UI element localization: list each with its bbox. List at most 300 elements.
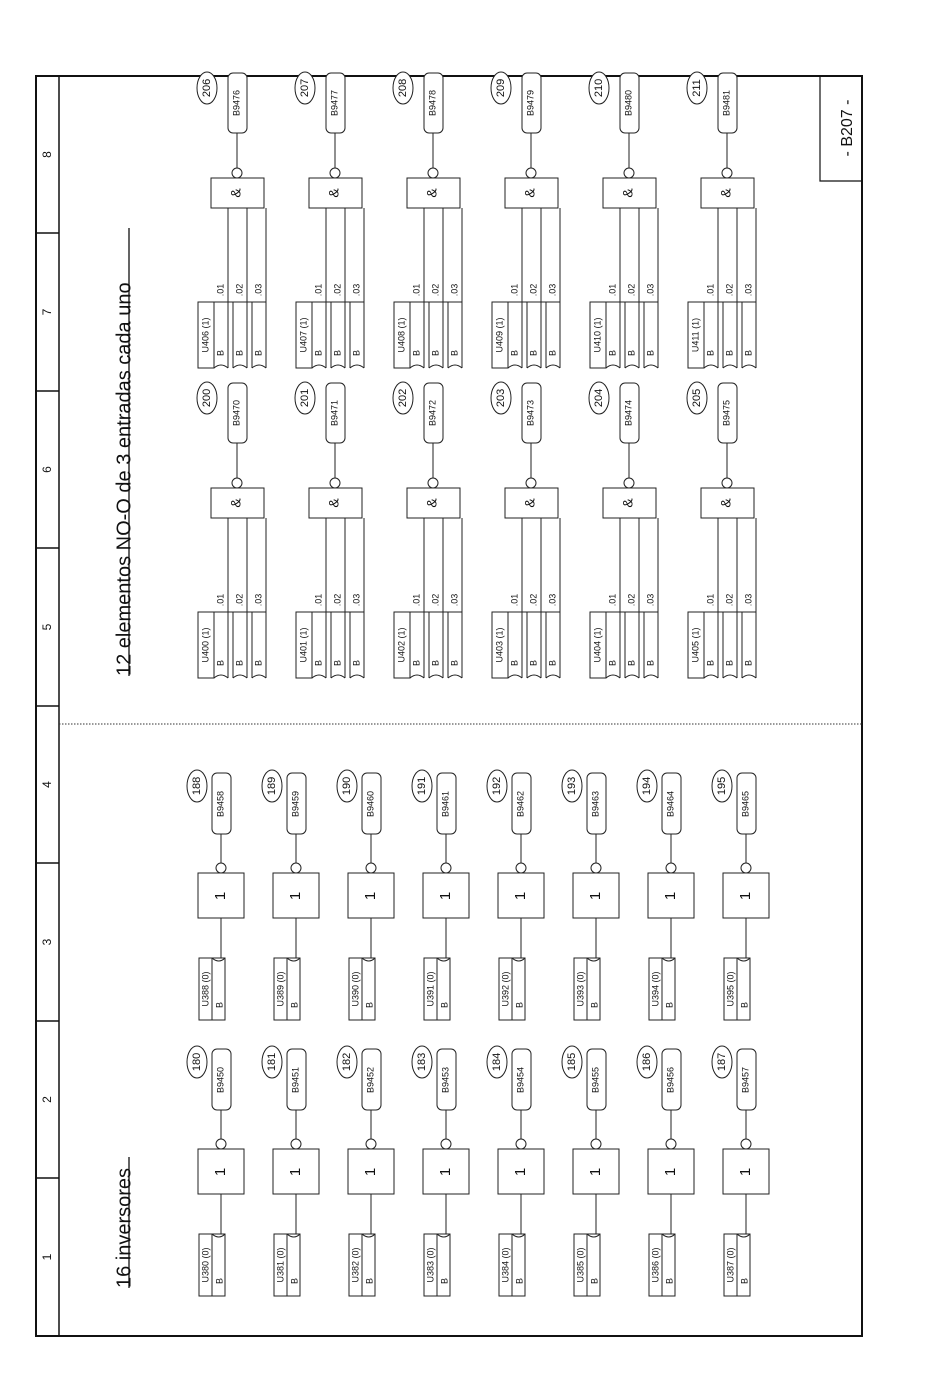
pin-curve [214, 675, 228, 678]
pin-curve [252, 365, 266, 368]
pin-curve [331, 675, 345, 678]
pin-curve [214, 365, 228, 368]
pin-curve [625, 675, 639, 678]
nand-gate-symbol: & [423, 188, 440, 198]
nand-gate-symbol: & [227, 188, 244, 198]
item-number: 192 [490, 776, 503, 796]
input-pin-label: B [743, 349, 754, 357]
nand-circuit [393, 382, 462, 678]
input-pin-label: B [664, 1001, 675, 1009]
inverter-circuit [412, 770, 469, 1020]
pin-number: .02 [430, 283, 441, 297]
input-pin-label: B [351, 349, 362, 357]
input-label: U385 (0) [575, 1247, 586, 1283]
pin-curve [429, 675, 443, 678]
pin-number: .01 [607, 283, 618, 297]
inversion-bubble [216, 1139, 226, 1149]
output-label: B9457 [740, 1066, 751, 1094]
pin-number: .03 [351, 593, 362, 607]
inversion-bubble [330, 478, 340, 488]
item-number: 208 [396, 78, 409, 98]
pin-curve [410, 365, 424, 368]
nand-circuit [197, 382, 266, 678]
pin-number: .01 [607, 593, 618, 607]
output-label: B9470 [231, 399, 242, 427]
input-pin-label: B [528, 659, 539, 667]
pin-number: .03 [253, 593, 264, 607]
item-number: 203 [494, 388, 507, 408]
nand-circuit [295, 72, 364, 368]
inverter-circuit [337, 1046, 394, 1296]
input-pin-label: B [514, 1001, 525, 1009]
input-pin-label: B [411, 659, 422, 667]
nand-gate-symbol: & [619, 188, 636, 198]
pin-curve [331, 365, 345, 368]
item-number: 187 [715, 1052, 728, 1072]
pin-number: .02 [234, 593, 245, 607]
inverter-circuit [187, 1046, 244, 1296]
pin-curve [606, 675, 620, 678]
output-label: B9481 [721, 89, 732, 117]
pin-curve [312, 365, 326, 368]
input-pin-label: B [215, 659, 226, 667]
output-label: B9460 [365, 790, 376, 818]
pin-number: .02 [528, 593, 539, 607]
inversion-bubble [441, 863, 451, 873]
inversion-bubble [624, 478, 634, 488]
pin-curve [350, 675, 364, 678]
pin-curve [233, 365, 247, 368]
output-label: B9477 [329, 89, 340, 117]
inversion-bubble [591, 863, 601, 873]
inverter-circuit [262, 1046, 319, 1296]
input-pin-label: B [724, 659, 735, 667]
input-label: U401 (1) [298, 627, 309, 663]
output-label: B9465 [740, 790, 751, 818]
input-pin-label: B [547, 659, 558, 667]
nand-circuit [491, 382, 560, 678]
item-number: 201 [298, 388, 311, 408]
item-number: 181 [265, 1052, 278, 1072]
pin-number: .01 [705, 593, 716, 607]
input-pin-label: B [705, 659, 716, 667]
inverter-gate-symbol: 1 [586, 1167, 604, 1177]
pin-number: .03 [449, 283, 460, 297]
output-label: B9473 [525, 399, 536, 427]
nand-circuit [687, 72, 756, 368]
pin-number: .01 [215, 283, 226, 297]
input-pin-label: B [332, 659, 343, 667]
input-pin-label: B [626, 659, 637, 667]
output-label: B9462 [515, 790, 526, 818]
input-pin-label: B [724, 349, 735, 357]
pin-number: .03 [743, 593, 754, 607]
input-label: U393 (0) [575, 971, 586, 1007]
input-label: U382 (0) [350, 1247, 361, 1283]
input-label: U402 (1) [396, 627, 407, 663]
inverter-circuit [712, 770, 769, 1020]
inverter-circuit [412, 1046, 469, 1296]
inverter-circuit [562, 1046, 619, 1296]
pin-number: .02 [332, 283, 343, 297]
input-pin-label: B [509, 659, 520, 667]
nand-circuit [197, 72, 266, 368]
inverter-gate-symbol: 1 [661, 1167, 679, 1177]
pin-number: .01 [509, 593, 520, 607]
pin-number: .03 [547, 283, 558, 297]
pin-number: .02 [528, 283, 539, 297]
pin-number: .01 [509, 283, 520, 297]
input-pin-label: B [626, 349, 637, 357]
input-pin-label: B [234, 659, 245, 667]
inverter-circuit [637, 1046, 694, 1296]
item-number: 210 [592, 78, 605, 98]
column-number: 3 [40, 938, 55, 946]
input-label: U394 (0) [650, 971, 661, 1007]
inverter-gate-symbol: 1 [736, 891, 754, 901]
input-label: U383 (0) [425, 1247, 436, 1283]
inverter-circuit [262, 770, 319, 1020]
pin-number: .03 [351, 283, 362, 297]
inverter-gate-symbol: 1 [211, 1167, 229, 1177]
item-number: 180 [190, 1052, 203, 1072]
item-number: 191 [415, 776, 428, 796]
pin-curve [606, 365, 620, 368]
inverter-circuit [337, 770, 394, 1020]
inversion-bubble [666, 863, 676, 873]
nand-title: 12 elementos NO-O de 3 entradas cada uno [113, 282, 136, 676]
pin-curve [704, 675, 718, 678]
inverter-circuit [487, 1046, 544, 1296]
input-pin-label: B [430, 659, 441, 667]
input-pin-label: B [289, 1001, 300, 1009]
pin-curve [448, 675, 462, 678]
pin-curve [508, 675, 522, 678]
inversion-bubble [366, 1139, 376, 1149]
nand-circuit [393, 72, 462, 368]
pin-number: .03 [449, 593, 460, 607]
item-number: 190 [340, 776, 353, 796]
pin-number: .03 [253, 283, 264, 297]
inverter-circuit [637, 770, 694, 1020]
inversion-bubble [526, 478, 536, 488]
input-pin-label: B [313, 659, 324, 667]
output-label: B9451 [290, 1066, 301, 1094]
column-number: 6 [40, 466, 55, 473]
column-number: 1 [40, 1253, 55, 1261]
nand-circuit [687, 382, 756, 678]
item-number: 184 [490, 1052, 503, 1072]
input-pin-label: B [411, 349, 422, 357]
output-label: B9458 [215, 790, 226, 818]
input-pin-label: B [364, 1277, 375, 1285]
inversion-bubble [428, 168, 438, 178]
pin-number: .03 [547, 593, 558, 607]
input-pin-label: B [547, 349, 558, 357]
input-pin-label: B [607, 659, 618, 667]
inverter-gate-symbol: 1 [211, 891, 229, 901]
input-label: U381 (0) [275, 1247, 286, 1283]
nand-gate-symbol: & [423, 498, 440, 508]
inverters-title: 16 inversores [113, 1167, 136, 1288]
inverter-gate-symbol: 1 [511, 891, 529, 901]
inverter-gate-symbol: 1 [361, 1167, 379, 1177]
nand-circuit [589, 72, 658, 368]
pin-number: .03 [645, 593, 656, 607]
input-label: U387 (0) [725, 1247, 736, 1283]
pin-curve [429, 365, 443, 368]
input-label: U388 (0) [200, 971, 211, 1007]
pin-number: .02 [234, 283, 245, 297]
input-pin-label: B [664, 1277, 675, 1285]
pin-curve [742, 365, 756, 368]
input-pin-label: B [439, 1277, 450, 1285]
item-number: 189 [265, 776, 278, 796]
pin-number: .01 [215, 593, 226, 607]
inverter-circuit [187, 770, 244, 1020]
input-pin-label: B [589, 1277, 600, 1285]
column-number: 5 [40, 623, 55, 631]
item-number: 195 [715, 776, 728, 796]
nand-gate-symbol: & [717, 188, 734, 198]
output-label: B9454 [515, 1066, 526, 1094]
input-pin-label: B [705, 349, 716, 357]
inverter-gate-symbol: 1 [436, 1167, 454, 1177]
page-id: - B207 - [839, 99, 857, 157]
inversion-bubble [366, 863, 376, 873]
input-pin-label: B [645, 659, 656, 667]
inversion-bubble [516, 1139, 526, 1149]
nand-gate-symbol: & [325, 188, 342, 198]
inverter-gate-symbol: 1 [511, 1167, 529, 1177]
input-pin-label: B [739, 1001, 750, 1009]
input-pin-label: B [645, 349, 656, 357]
inversion-bubble [591, 1139, 601, 1149]
item-number: 211 [690, 79, 703, 97]
inversion-bubble [291, 1139, 301, 1149]
pin-number: .03 [743, 283, 754, 297]
pin-curve [704, 365, 718, 368]
item-number: 202 [396, 388, 409, 408]
input-pin-label: B [214, 1277, 225, 1285]
output-label: B9480 [623, 89, 634, 117]
input-pin-label: B [743, 659, 754, 667]
item-number: 186 [640, 1052, 653, 1072]
input-pin-label: B [528, 349, 539, 357]
output-label: B9461 [440, 790, 451, 818]
pin-curve [312, 675, 326, 678]
output-label: B9475 [721, 399, 732, 427]
item-number: 183 [415, 1052, 428, 1072]
pin-curve [527, 675, 541, 678]
nand-gate-symbol: & [619, 498, 636, 508]
input-label: U395 (0) [725, 971, 736, 1007]
pin-curve [546, 365, 560, 368]
inversion-bubble [441, 1139, 451, 1149]
input-label: U409 (1) [494, 317, 505, 353]
inverter-circuit [487, 770, 544, 1020]
input-pin-label: B [332, 349, 343, 357]
input-pin-label: B [739, 1277, 750, 1285]
pin-curve [448, 365, 462, 368]
pin-curve [350, 365, 364, 368]
input-pin-label: B [215, 349, 226, 357]
input-pin-label: B [449, 659, 460, 667]
input-label: U403 (1) [494, 627, 505, 663]
output-label: B9450 [215, 1066, 226, 1094]
inverter-gate-symbol: 1 [586, 891, 604, 901]
input-label: U386 (0) [650, 1247, 661, 1283]
inverter-gate-symbol: 1 [661, 891, 679, 901]
input-pin-label: B [607, 349, 618, 357]
input-label: U384 (0) [500, 1247, 511, 1283]
item-number: 193 [565, 776, 578, 796]
pin-curve [723, 675, 737, 678]
pin-curve [644, 365, 658, 368]
column-number: 2 [40, 1096, 55, 1103]
pin-curve [742, 675, 756, 678]
input-label: U411 (1) [690, 317, 701, 353]
item-number: 194 [640, 776, 653, 796]
inversion-bubble [428, 478, 438, 488]
input-pin-label: B [439, 1001, 450, 1009]
item-number: 206 [200, 78, 213, 98]
output-label: B9456 [665, 1066, 676, 1094]
inverter-gate-symbol: 1 [436, 891, 454, 901]
nand-gate-symbol: & [717, 498, 734, 508]
nand-gate-symbol: & [521, 188, 538, 198]
pin-number: .02 [430, 593, 441, 607]
pin-number: .01 [705, 283, 716, 297]
pin-curve [527, 365, 541, 368]
inverter-gate-symbol: 1 [361, 891, 379, 901]
input-label: U408 (1) [396, 317, 407, 353]
output-label: B9471 [329, 399, 340, 427]
nand-gate-symbol: & [325, 498, 342, 508]
pin-number: .01 [411, 593, 422, 607]
output-label: B9452 [365, 1066, 376, 1094]
column-number: 7 [40, 308, 55, 316]
input-pin-label: B [589, 1001, 600, 1009]
inversion-bubble [526, 168, 536, 178]
item-number: 205 [690, 388, 703, 408]
input-pin-label: B [351, 659, 362, 667]
column-number: 4 [40, 781, 55, 788]
output-label: B9476 [231, 89, 242, 117]
input-label: U404 (1) [592, 627, 603, 663]
input-pin-label: B [253, 349, 264, 357]
pin-curve [546, 675, 560, 678]
output-label: B9472 [427, 399, 438, 427]
input-pin-label: B [313, 349, 324, 357]
inversion-bubble [741, 863, 751, 873]
inverter-gate-symbol: 1 [286, 891, 304, 901]
pin-curve [410, 675, 424, 678]
item-number: 200 [200, 388, 213, 408]
inversion-bubble [232, 168, 242, 178]
inversion-bubble [741, 1139, 751, 1149]
output-label: B9474 [623, 399, 634, 427]
inverter-circuit [562, 770, 619, 1020]
item-number: 204 [592, 388, 605, 408]
input-pin-label: B [364, 1001, 375, 1009]
column-number: 8 [40, 151, 55, 158]
inversion-bubble [330, 168, 340, 178]
input-label: U405 (1) [690, 627, 701, 663]
pin-number: .01 [313, 283, 324, 297]
inversion-bubble [624, 168, 634, 178]
pin-number: .03 [645, 283, 656, 297]
pin-curve [625, 365, 639, 368]
input-pin-label: B [430, 349, 441, 357]
input-label: U389 (0) [275, 971, 286, 1007]
input-label: U390 (0) [350, 971, 361, 1007]
input-pin-label: B [514, 1277, 525, 1285]
output-label: B9479 [525, 89, 536, 117]
pin-number: .01 [411, 283, 422, 297]
pin-number: .02 [626, 283, 637, 297]
nand-circuit [491, 72, 560, 368]
item-number: 188 [190, 776, 203, 796]
input-pin-label: B [214, 1001, 225, 1009]
inversion-bubble [722, 478, 732, 488]
input-label: U406 (1) [200, 317, 211, 353]
inverter-gate-symbol: 1 [286, 1167, 304, 1177]
inverter-gate-symbol: 1 [736, 1167, 754, 1177]
nand-circuit [589, 382, 658, 678]
output-label: B9459 [290, 790, 301, 818]
input-pin-label: B [509, 349, 520, 357]
input-label: U400 (1) [200, 627, 211, 663]
input-label: U391 (0) [425, 971, 436, 1007]
pin-curve [233, 675, 247, 678]
input-label: U380 (0) [200, 1247, 211, 1283]
pin-number: .02 [724, 283, 735, 297]
output-label: B9455 [590, 1066, 601, 1094]
inversion-bubble [722, 168, 732, 178]
pin-number: .02 [626, 593, 637, 607]
input-pin-label: B [449, 349, 460, 357]
output-label: B9463 [590, 790, 601, 818]
pin-number: .02 [332, 593, 343, 607]
inversion-bubble [232, 478, 242, 488]
inversion-bubble [291, 863, 301, 873]
inversion-bubble [216, 863, 226, 873]
item-number: 209 [494, 78, 507, 98]
nand-gate-symbol: & [521, 498, 538, 508]
pin-curve [252, 675, 266, 678]
output-label: B9478 [427, 89, 438, 117]
output-label: B9453 [440, 1066, 451, 1094]
pin-number: .02 [724, 593, 735, 607]
inverter-circuit [712, 1046, 769, 1296]
input-label: U407 (1) [298, 317, 309, 353]
input-label: U392 (0) [500, 971, 511, 1007]
input-pin-label: B [289, 1277, 300, 1285]
pin-curve [508, 365, 522, 368]
pin-curve [644, 675, 658, 678]
output-label: B9464 [665, 790, 676, 818]
input-pin-label: B [234, 349, 245, 357]
input-label: U410 (1) [592, 317, 603, 353]
inversion-bubble [516, 863, 526, 873]
inversion-bubble [666, 1139, 676, 1149]
input-pin-label: B [253, 659, 264, 667]
item-number: 207 [298, 78, 311, 98]
nand-gate-symbol: & [227, 498, 244, 508]
pin-number: .01 [313, 593, 324, 607]
pin-curve [723, 365, 737, 368]
